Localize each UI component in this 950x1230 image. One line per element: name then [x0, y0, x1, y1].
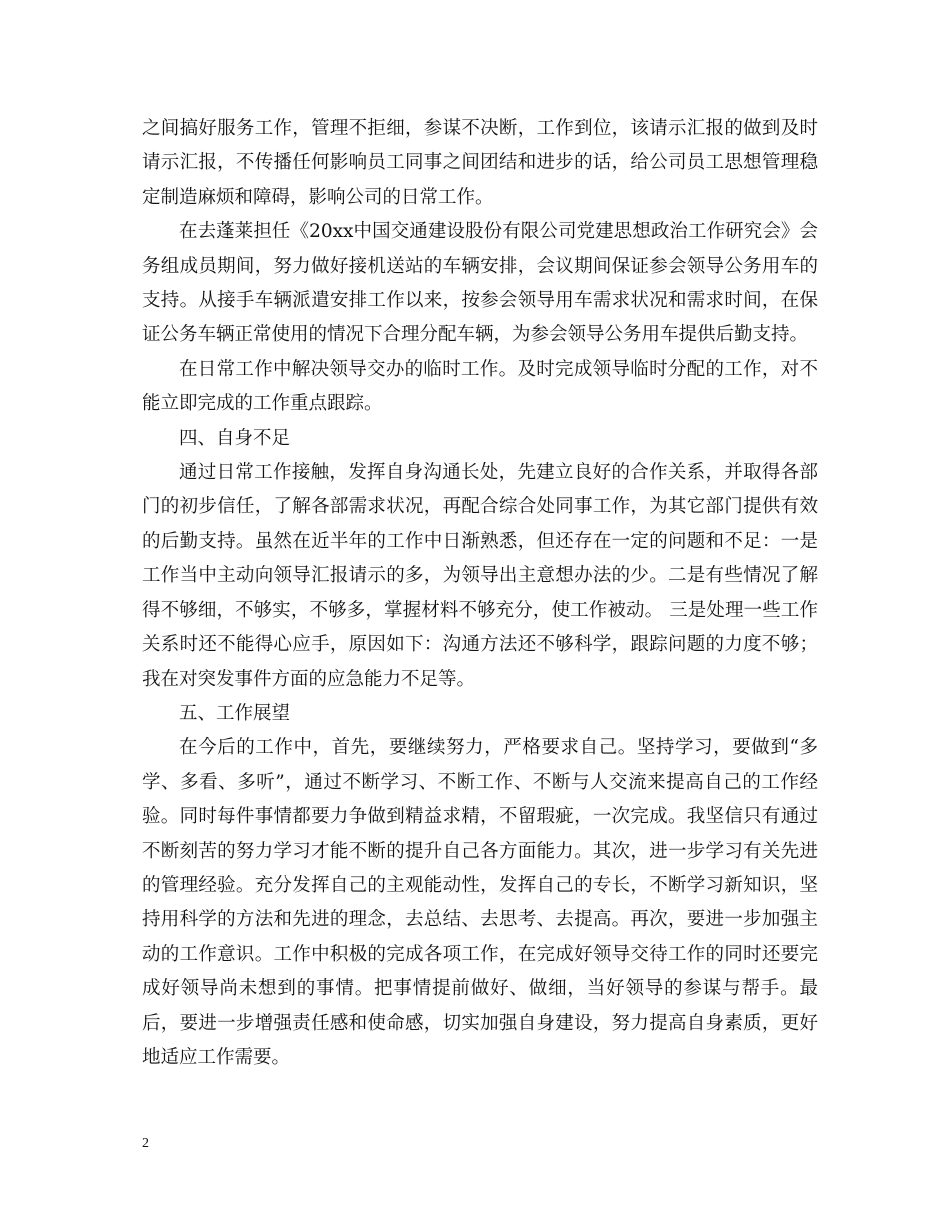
paragraph-service-work: 之间搞好服务工作，管理不拒细，参谋不决断，工作到位，该请示汇报的做到及时请示汇报，不传播任何影响员工同事之间团结和进步的话，给公司员工思想管理稳定制造麻烦和障碍，影响公司的日常工作。 [142, 118, 818, 208]
page-number: 2 [142, 1136, 149, 1151]
paragraph-temporary-tasks: 在日常工作中解决领导交办的临时工作。及时完成领导临时分配的工作，对不能立即完成的工作重点跟踪。 [142, 358, 818, 415]
document-body [142, 112, 818, 1075]
paragraph-penglai-conference: 在去蓬莱担任《20xx中国交通建设股份有限公司党建思想政治工作研究会》会务组成员期间，努力做好接机送站的车辆安排，会议期间保证参会领导公务用车的支持。从接手车辆派遣安排工作以来，按参会领导用车需求状况和需求时间，在保证公务车辆正常使用的情况下合理分配车辆，为参会领导公务用车提供后勤支持。 [142, 221, 818, 346]
section-heading-outlook: 五、工作展望 [179, 702, 291, 724]
paragraph-shortcomings: 通过日常工作接触，发挥自身沟通长处，先建立良好的合作关系，并取得各部门的初步信任，了解各部需求状况，再配合综合处同事工作，为其它部门提供有效的后勤支持。虽然在近半年的工作中日渐熟悉，但还存在一定的问题和不足：一是工作当中主动向领导汇报请示的多，为领导出主意想办法的少。二是有些情况了解得不够细，不够实，不够多，掌握材料不够充分，使工作被动。 三是处理一些工作关系时还不能得心应手，原因如下：沟通方法还不够科学，跟踪问题的力度不够；我在对突发事件方面的应急能力不足等。 [142, 462, 818, 690]
paragraph-outlook: 在今后的工作中，首先，要继续努力，严格要求自己。坚持学习，要做到“多学、多看、多听”，通过不断学习、不断工作、不断与人交流来提高自己的工作经验。同时每件事情都要力争做到精益求精，不留瑕疵，一次完成。我坚信只有通过不断刻苦的努力学习才能不断的提升自己各方面能力。其次，进一步学习有关先进的管理经验。充分发挥自己的主观能动性，发挥自己的专长，不断学习新知识，坚持用科学的方法和先进的理念，去总结、去思考、去提高。再次，要进一步加强主动的工作意识。工作中积极的完成各项工作，在完成好领导交待工作的同时还要完成好领导尚未想到的事情。把事情提前做好、做细，当好领导的参谋与帮手。最后，要进一步增强责任感和使命感，切实加强自身建设，努力提高自身素质，更好地适应工作需要。 [142, 737, 818, 1068]
section-heading-shortcomings: 四、自身不足 [179, 427, 291, 449]
